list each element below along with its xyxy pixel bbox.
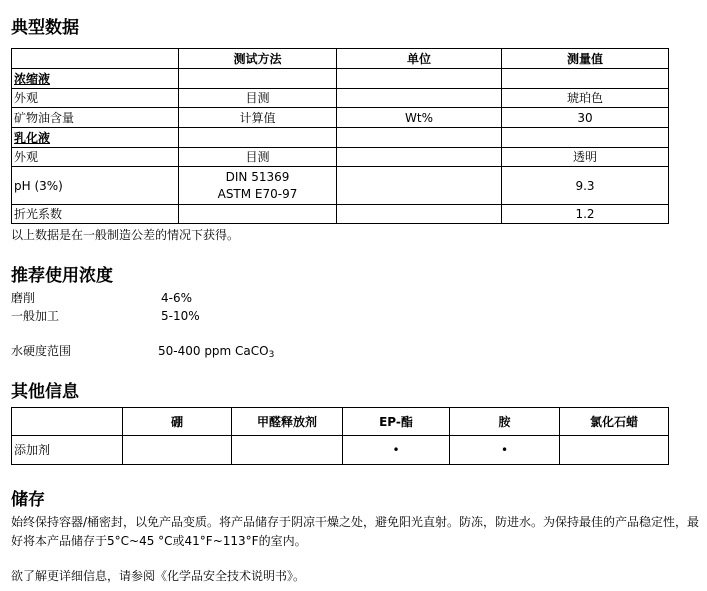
additives-row bbox=[12, 436, 669, 465]
header-ep-ester: EP-酯 bbox=[343, 408, 450, 436]
row-unit bbox=[337, 167, 502, 205]
header-formaldehyde-releaser: 甲醛释放剂 bbox=[232, 408, 343, 436]
mark-amine: • bbox=[450, 436, 560, 465]
row-value: 琥珀色 bbox=[502, 89, 669, 108]
hardness-value-text: 50-400 ppm CaCO bbox=[158, 344, 269, 358]
row-method: 计算值 bbox=[179, 108, 337, 128]
typical-data-table bbox=[11, 48, 669, 224]
recommend-value-grinding: 4-6% bbox=[161, 291, 193, 305]
mark-ep-ester: • bbox=[343, 436, 450, 465]
typical-note: 以上数据是在一般制造公差的情况下获得。 bbox=[11, 228, 240, 242]
row-method bbox=[179, 167, 337, 205]
header-unit: 单位 bbox=[337, 49, 502, 69]
row-method bbox=[179, 205, 337, 224]
additives-table bbox=[11, 407, 669, 465]
storage-text: 始终保持容器/桶密封，以免产品变质。将产品储存于阴凉干燥之处，避免阳光直射。防冻，防进水。为保持最佳的产品稳定性，最好将本产品储存于5°C~45 °C或41°F~113°F的室内。 bbox=[11, 515, 700, 548]
empty-cell bbox=[337, 69, 502, 89]
header-amine: 胺 bbox=[450, 408, 560, 436]
row-name: 矿物油含量 bbox=[12, 108, 179, 128]
typical-data-title: 典型数据 bbox=[11, 18, 79, 38]
additives-header-row bbox=[12, 408, 669, 436]
storage-more-info: 欲了解更详细信息，请参阅《化学品安全技术说明书》。 bbox=[11, 569, 306, 583]
row-value: 9.3 bbox=[502, 167, 669, 205]
empty-cell bbox=[502, 128, 669, 148]
section-row-concentrate bbox=[12, 69, 669, 89]
row-value: 透明 bbox=[502, 148, 669, 167]
table-row bbox=[12, 89, 669, 108]
row-unit: Wt% bbox=[337, 108, 502, 128]
method-line-2: ASTM E70-97 bbox=[217, 186, 298, 201]
row-name: 外观 bbox=[12, 148, 179, 167]
section-row-emulsion bbox=[12, 128, 669, 148]
hardness-value bbox=[158, 342, 274, 360]
mark-formaldehyde-releaser bbox=[232, 436, 343, 465]
recommend-label-grinding: 磨削 bbox=[11, 291, 36, 305]
mark-chlorinated-paraffin bbox=[560, 436, 669, 465]
row-unit bbox=[337, 205, 502, 224]
header-empty-cell bbox=[12, 408, 123, 436]
section-label-concentrate: 浓缩液 bbox=[12, 69, 179, 89]
hardness-subscript: 3 bbox=[268, 350, 275, 360]
header-chlorinated-paraffin: 氯化石蜡 bbox=[560, 408, 669, 436]
empty-cell bbox=[337, 128, 502, 148]
header-boron: 硼 bbox=[123, 408, 232, 436]
header-method: 测试方法 bbox=[179, 49, 337, 69]
row-unit bbox=[337, 89, 502, 108]
empty-cell bbox=[179, 69, 337, 89]
row-value: 1.2 bbox=[502, 205, 669, 224]
recommend-label-general: 一般加工 bbox=[11, 309, 60, 323]
hardness-label: 水硬度范围 bbox=[11, 344, 72, 358]
additives-row-label: 添加剂 bbox=[12, 436, 123, 465]
empty-cell bbox=[179, 128, 337, 148]
section-label-emulsion: 乳化液 bbox=[12, 128, 179, 148]
row-name: 折光系数 bbox=[12, 205, 179, 224]
storage-title: 储存 bbox=[11, 490, 45, 510]
row-method: 目测 bbox=[179, 89, 337, 108]
table-row bbox=[12, 148, 669, 167]
row-unit bbox=[337, 148, 502, 167]
row-method: 目测 bbox=[179, 148, 337, 167]
method-line-1: DIN 51369 bbox=[225, 169, 290, 184]
row-name: 外观 bbox=[12, 89, 179, 108]
header-empty-cell bbox=[12, 49, 179, 69]
table-header-row bbox=[12, 49, 669, 69]
other-info-title: 其他信息 bbox=[11, 382, 79, 402]
table-row bbox=[12, 167, 669, 205]
recommend-title: 推荐使用浓度 bbox=[11, 266, 113, 286]
table-row bbox=[12, 108, 669, 128]
empty-cell bbox=[502, 69, 669, 89]
row-value: 30 bbox=[502, 108, 669, 128]
recommend-value-general: 5-10% bbox=[161, 309, 200, 323]
header-value: 测量值 bbox=[502, 49, 669, 69]
mark-boron bbox=[123, 436, 232, 465]
row-name: pH (3%) bbox=[12, 167, 179, 205]
table-row bbox=[12, 205, 669, 224]
